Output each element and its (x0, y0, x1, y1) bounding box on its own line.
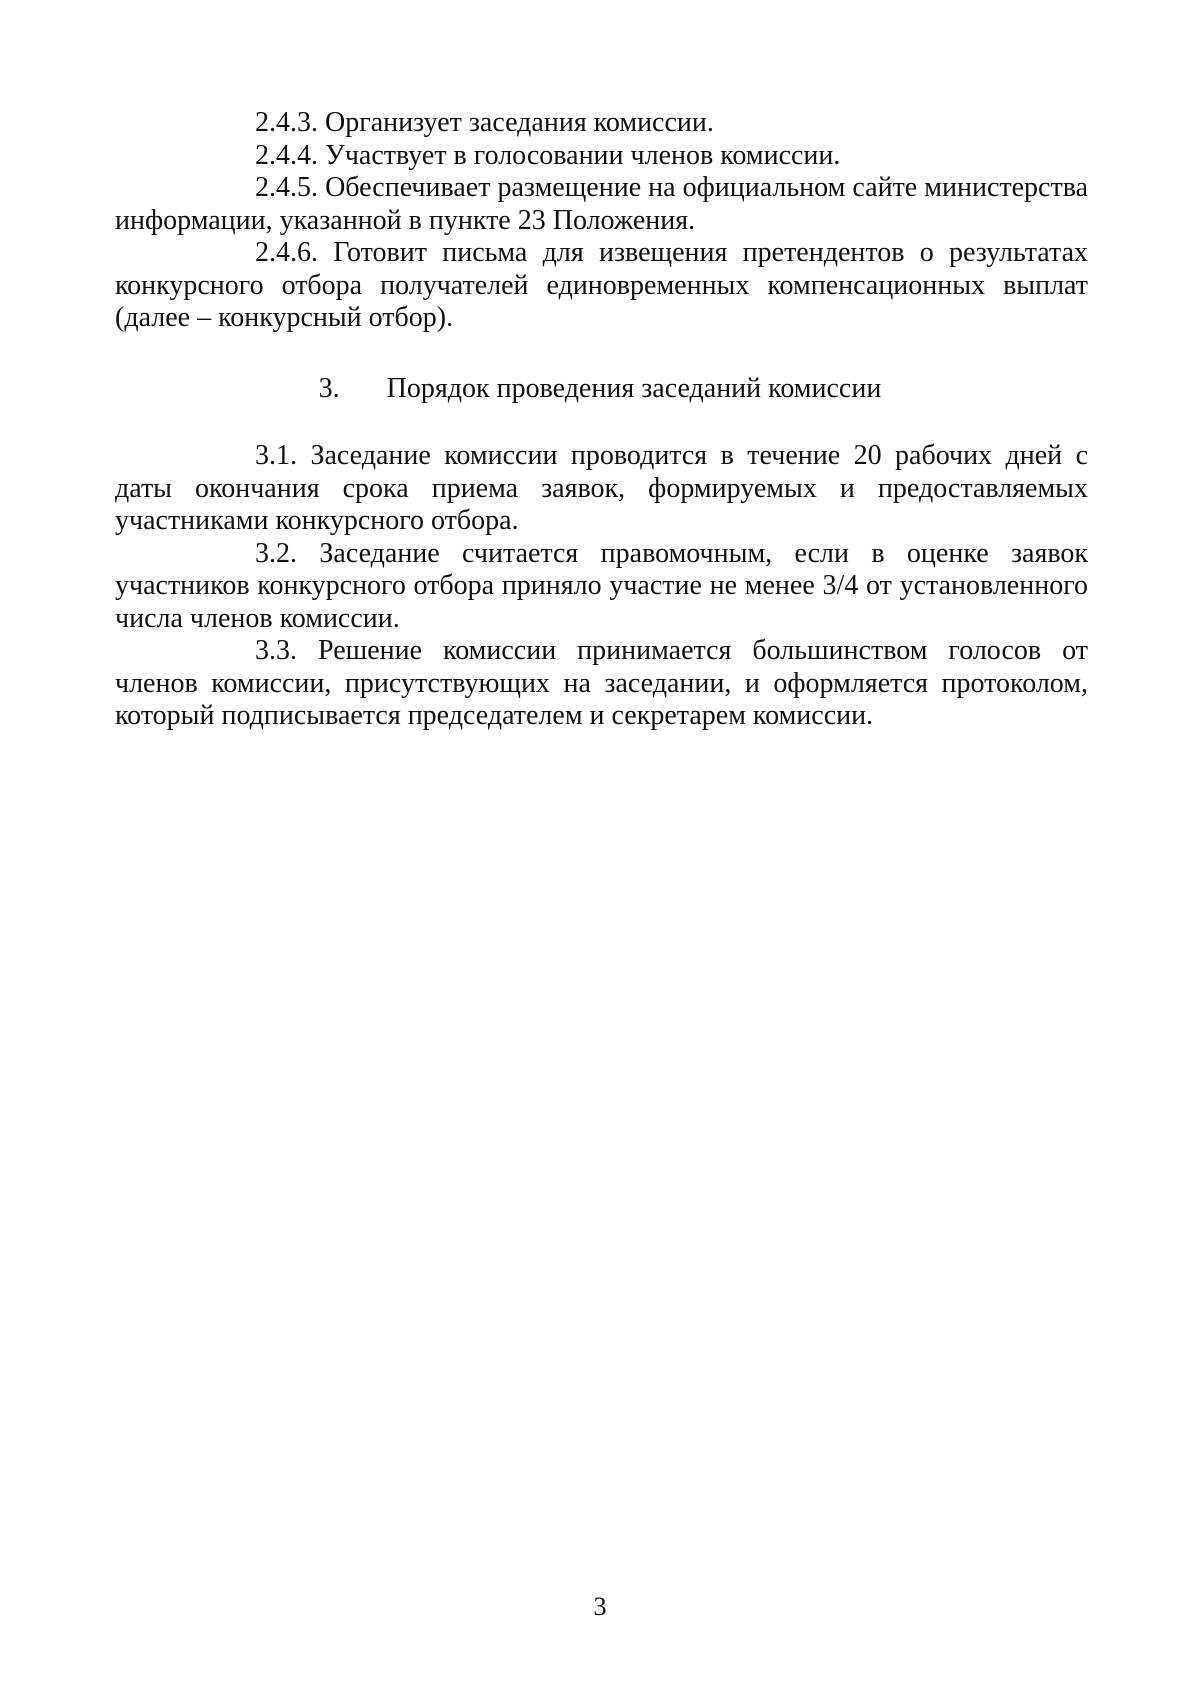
paragraph-2-4-6 (115, 237, 1088, 335)
paragraph-number: 2.4.4. (255, 139, 318, 171)
paragraph-text: Готовит письма для извещения претендентов о результатах конкурсного отбора получателей единовременных компенсационных выплат (далее – конкурсный отбор). (115, 237, 1088, 333)
page-number: 3 (593, 1592, 607, 1621)
paragraph-2-4-4 (115, 140, 1088, 173)
paragraph-number: 2.4.6. (255, 237, 318, 268)
paragraph-text: Заседание считается правомочным, если в оценке заявок участников конкурсного отбора приняло участие не менее 3/4 от установленного числа членов комиссии. (115, 537, 1089, 634)
section-title: Порядок проведения заседаний комиссии (386, 373, 882, 404)
section-2-4-items (115, 107, 1088, 335)
paragraph-number: 3.1. (255, 440, 297, 471)
paragraph-text: Решение комиссии принимается большинством голосов от членов комиссии, присутствующих на заседании, и оформляется протоколом, который подписывается председателем и секретарем комиссии. (115, 635, 1089, 731)
section-3-items (115, 440, 1088, 733)
paragraph-3-1 (115, 440, 1088, 538)
paragraph-3-2 (115, 538, 1088, 636)
paragraph-number: 2.4.3. (255, 107, 318, 138)
paragraph-2-4-5 (115, 172, 1088, 237)
paragraph-3-3 (115, 635, 1088, 733)
section-3-heading (0, 373, 1200, 405)
paragraph-number: 3.2. (255, 537, 297, 569)
paragraph-text: Обеспечивает размещение на официальном сайте министерства информации, указанной в пункте 23 Положения. (115, 172, 1088, 236)
section-number: 3. (318, 373, 340, 404)
paragraph-text: Организует заседания комиссии. (325, 107, 714, 138)
paragraph-number: 3.3. (255, 635, 297, 666)
paragraph-text: Участвует в голосовании членов комиссии. (325, 139, 841, 171)
paragraph-number: 2.4.5. (255, 172, 318, 203)
paragraph-2-4-3 (115, 107, 1088, 140)
paragraph-text: Заседание комиссии проводится в течение 20 рабочих дней с даты окончания срока приема заявок, формируемых и предоставляемых участниками конкурсного отбора. (115, 440, 1089, 536)
